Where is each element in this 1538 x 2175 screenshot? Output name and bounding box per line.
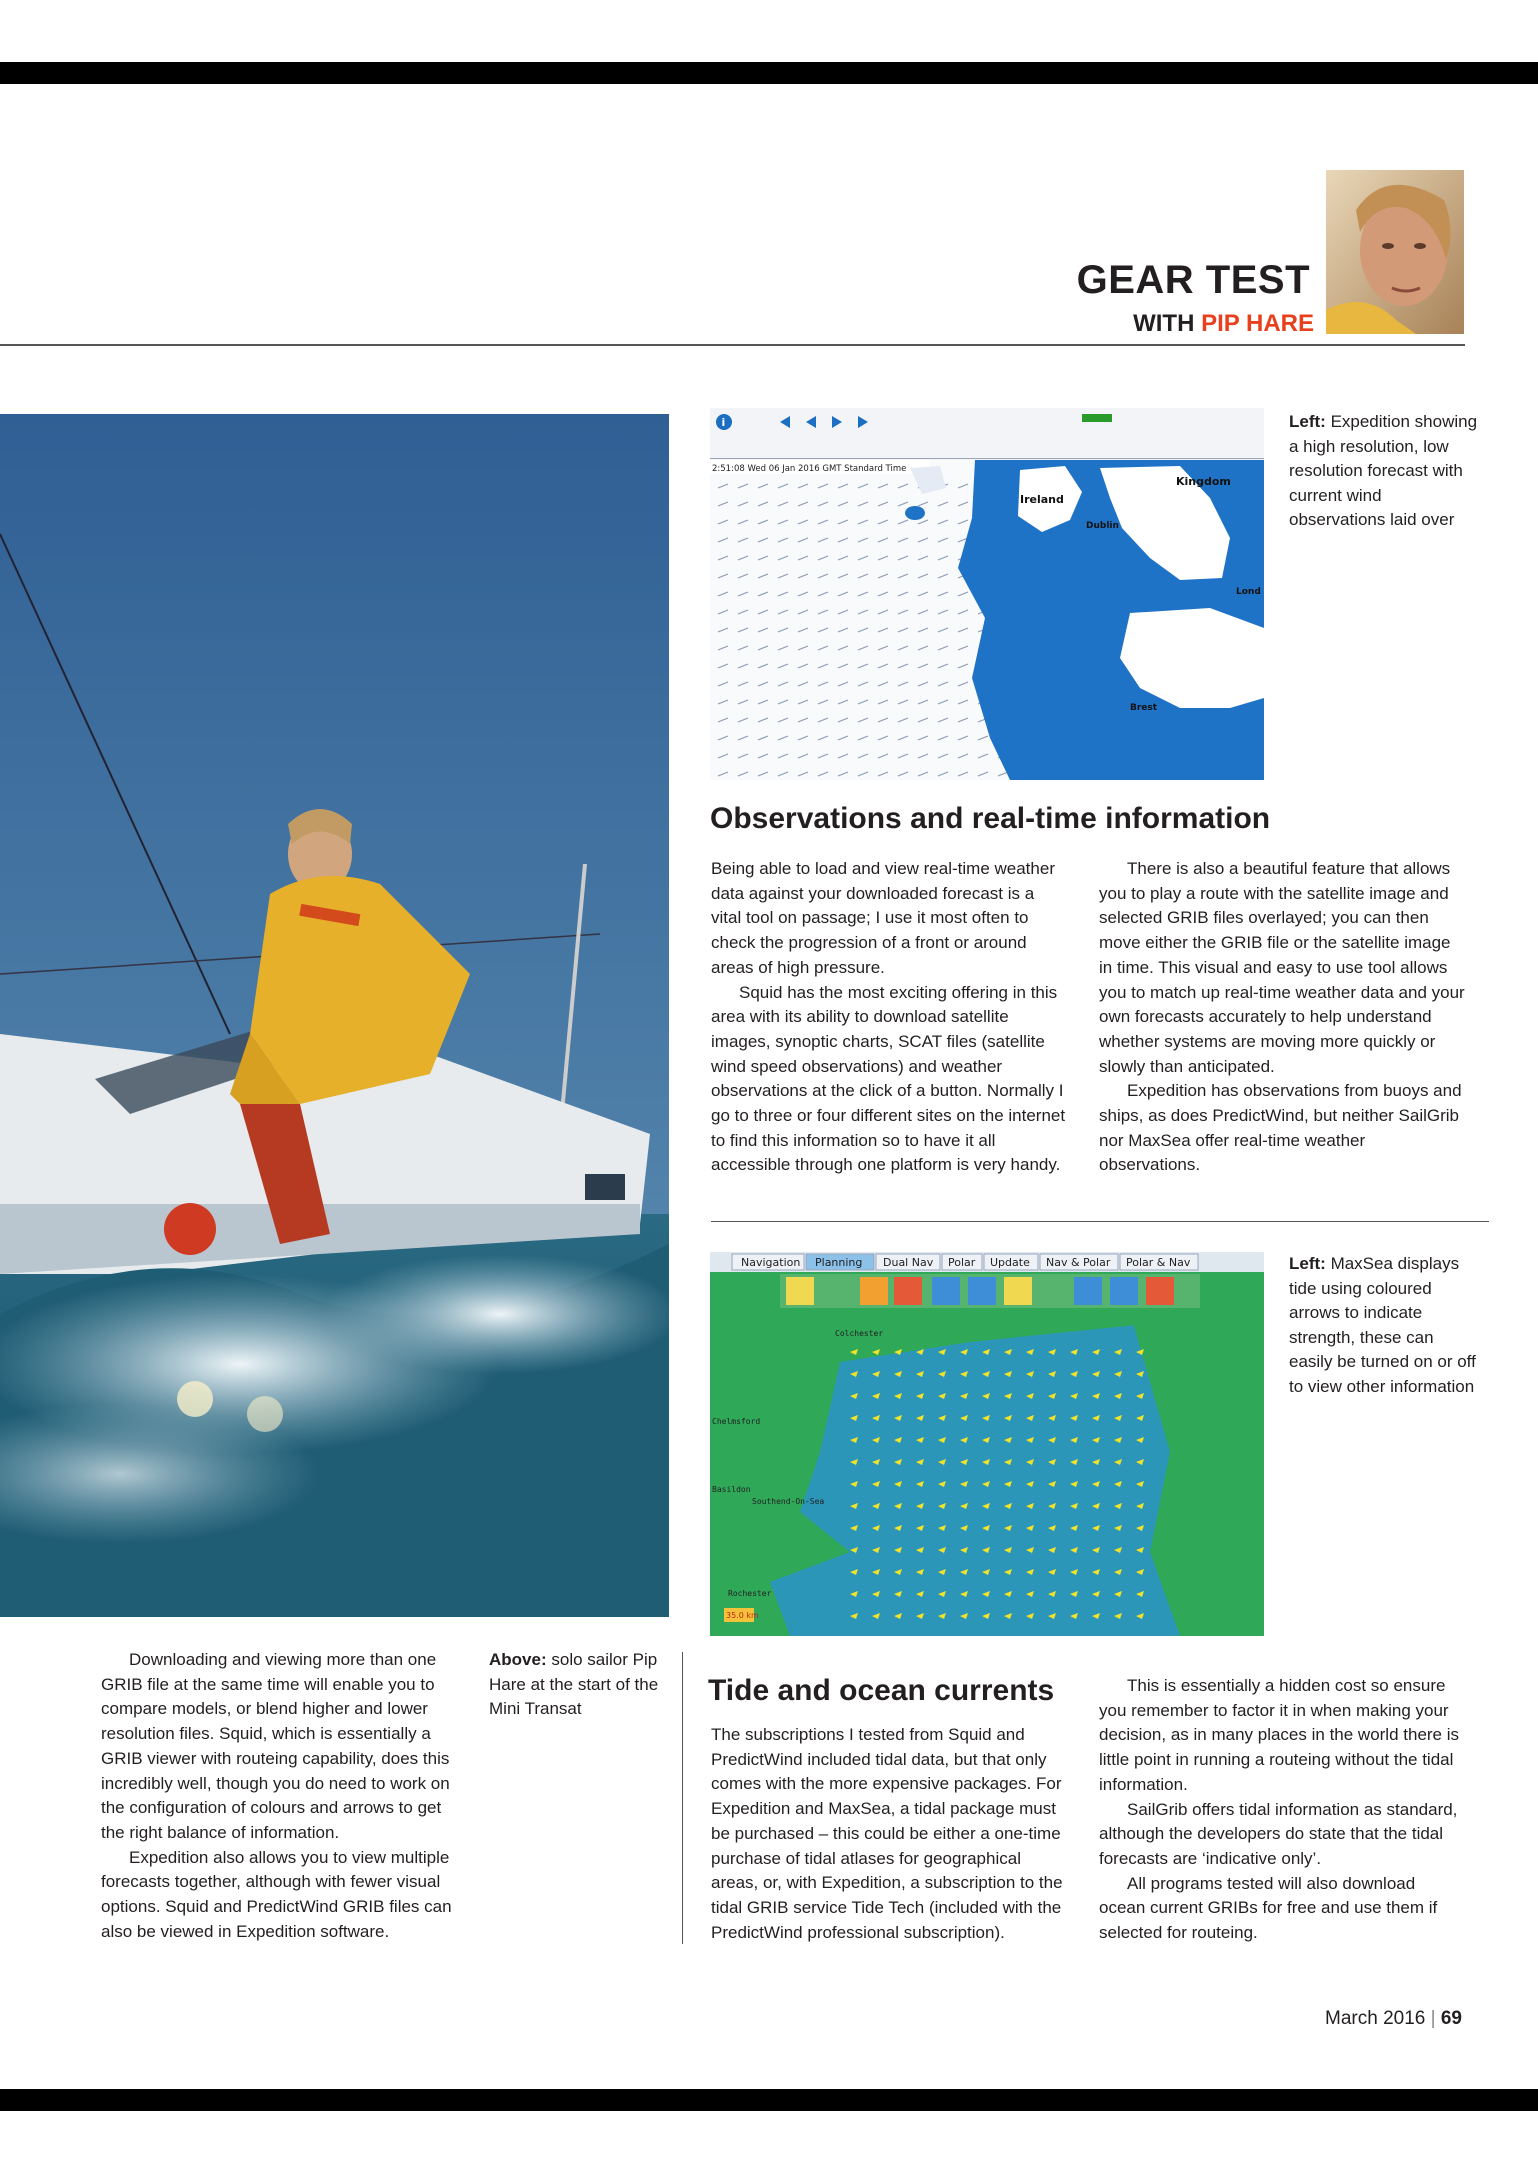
maxsea-screenshot: [710, 1252, 1264, 1636]
paragraph: Downloading and viewing more than one GRIB file at the same time will enable you to compare models, or blend higher and lower resolution files. Squid, which is essentially a GRIB viewer with routeing capability, does this incredibly well, though you do need to work on the configuration of colours and arrows to get the right balance of information.: [101, 1650, 450, 1842]
caption-maxsea-lead: Left:: [1289, 1254, 1326, 1273]
tab-polar-nav: Polar & Nav: [1126, 1256, 1191, 1269]
scale-label: 35.0 km: [726, 1611, 759, 1620]
byline: [1133, 310, 1314, 338]
map-label-brest: Brest: [1130, 703, 1158, 713]
byline-author: PIP HARE: [1201, 310, 1314, 337]
paragraph: Being able to load and view real-time weather data against your downloaded forecast is a vital tool on passage; I use it most often to check the progression of a front or around areas of high pressure.: [711, 859, 1055, 977]
page-number: 69: [1440, 2008, 1462, 2029]
byline-with: WITH: [1133, 310, 1195, 337]
paragraph: Expedition also allows you to view multiple forecasts together, although with fewer visual options. Squid and PredictWind GRIB files can also be viewed in Expedition software.: [101, 1847, 452, 1941]
place-basildon: Basildon: [712, 1485, 751, 1494]
page-footer: [1325, 2008, 1462, 2030]
section-heading-tide: Tide and ocean currents: [708, 1674, 1055, 1707]
map-label-kingdom: Kingdom: [1176, 475, 1231, 488]
expedition-screenshot: [710, 408, 1264, 780]
footer-separator: |: [1430, 2008, 1436, 2029]
issue-date: March 2016: [1325, 2008, 1426, 2029]
observations-column-1: [711, 857, 1069, 1178]
caption-expedition: [1289, 410, 1479, 533]
tab-polar: Polar: [948, 1256, 976, 1269]
section-divider: [711, 1221, 1489, 1222]
paragraph: There is also a beautiful feature that allows you to play a route with the satellite image and selected GRIB files overlayed; you can then move either the GRIB file or the satellite image in time. This visual and easy to use tool allows you to match up real-time weather data and your own forecasts accurately to help understand whether systems are moving more quickly or slowly than anticipated.: [1099, 859, 1465, 1076]
paragraph: Squid has the most exciting offering in this area with its ability to download satellite images, synoptic charts, SCAT files (satellite wind speed observations) and weather observations at the click of a button. Normally I go to three or four different sites on the internet to find this information so to have it all accessible through one platform is very handy.: [711, 982, 1066, 1175]
caption-photo: [489, 1648, 669, 1722]
tab-navigation: Navigation: [741, 1256, 801, 1269]
caption-maxsea-text: MaxSea displays tide using coloured arrows to indicate strength, these can easily be turned on or off to view other information: [1289, 1254, 1476, 1396]
place-southend: Southend-On-Sea: [752, 1497, 825, 1506]
map-label-london: Lond: [1236, 587, 1261, 597]
caption-photo-text: solo sailor Pip Hare at the start of the Mini Transat: [489, 1650, 659, 1718]
tab-planning: Planning: [815, 1256, 863, 1269]
tab-update: Update: [990, 1256, 1030, 1269]
place-rochester: Rochester: [728, 1589, 772, 1598]
tide-column-2: [1099, 1674, 1465, 1946]
gear-test-title: GEAR TEST: [1076, 258, 1310, 302]
place-chelmsford: Chelmsford: [712, 1417, 761, 1426]
paragraph: This is essentially a hidden cost so ensure you remember to factor it in when making your decision, as in many places in the world there is little point in running a routeing without the tidal information.: [1099, 1676, 1460, 1794]
column-rule: [682, 1652, 683, 1944]
paragraph: The subscriptions I tested from Squid and PredictWind included tidal data, but that only comes with the more expensive packages. For Expedition and MaxSea, a tidal package must be purchased – this could be either a one-time purchase of tidal atlases for geographical areas, or, with Expedition, a subscription to the tidal GRIB service Tide Tech (included with the PredictWind professional subscription).: [711, 1725, 1063, 1942]
tab-dual-nav: Dual Nav: [883, 1256, 934, 1269]
caption-expedition-text: Expedition showing a high resolution, low resolution forecast with current wind observations laid over: [1289, 412, 1478, 529]
paragraph: SailGrib offers tidal information as standard, although the developers do state that the tidal forecasts are ‘indicative only’.: [1099, 1799, 1458, 1868]
caption-expedition-lead: Left:: [1289, 412, 1326, 431]
section-heading-observations: Observations and real-time information: [710, 802, 1271, 835]
observations-column-2: [1099, 857, 1465, 1178]
map-label-ireland: Ireland: [1020, 493, 1064, 506]
header-rule: [0, 344, 1465, 346]
map-label-dublin: Dublin: [1086, 521, 1119, 531]
svg-text:i: i: [721, 416, 726, 429]
left-column-text: [101, 1648, 461, 1944]
timestamp: 2:51:08 Wed 06 Jan 2016 GMT Standard Time: [712, 464, 907, 474]
top-bar: [0, 62, 1538, 84]
tab-nav-polar: Nav & Polar: [1046, 1256, 1111, 1269]
paragraph: Expedition has observations from buoys and ships, as does PredictWind, but neither SailGrib nor MaxSea offer real-time weather observations.: [1099, 1081, 1462, 1175]
tide-column-1: [711, 1723, 1069, 1945]
caption-photo-lead: Above:: [489, 1650, 547, 1669]
bottom-bar: [0, 2089, 1538, 2111]
paragraph: All programs tested will also download ocean current GRIBs for free and use them if selected for routeing.: [1099, 1873, 1438, 1943]
sailing-photo: [0, 414, 669, 1617]
caption-maxsea: [1289, 1252, 1479, 1399]
place-colchester: Colchester: [835, 1329, 884, 1338]
author-portrait: [1326, 170, 1464, 334]
